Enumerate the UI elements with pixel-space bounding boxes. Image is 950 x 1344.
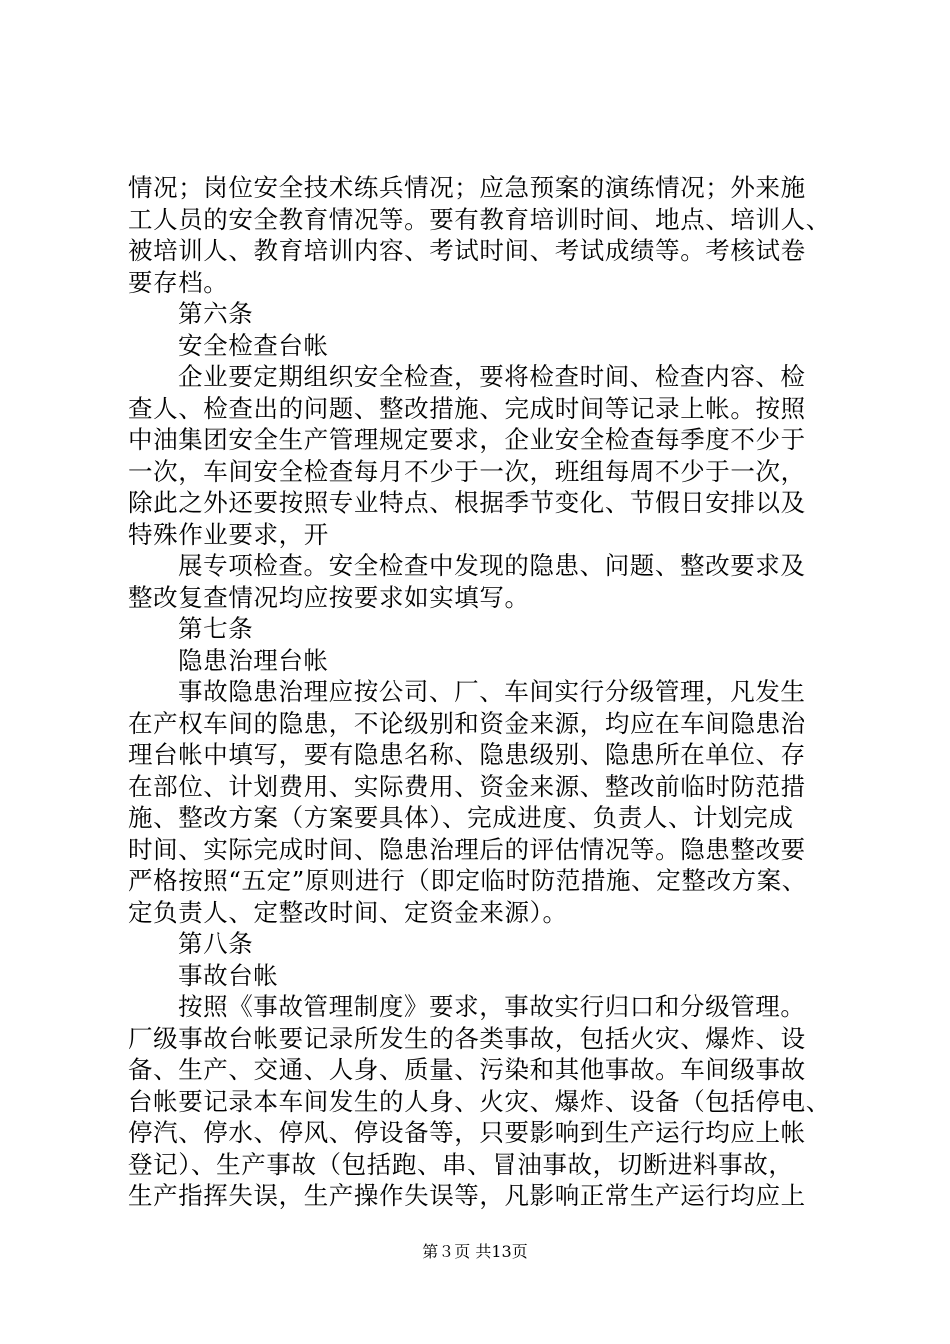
text-line: 定负责人、定整改时间、定资金来源）。 [128,897,568,927]
text-line: 在产权车间的隐患，不论级别和资金来源，均应在车间隐患治 [128,708,806,738]
text-line: 一次，车间安全检查每月不少于一次，班组每周不少于一次， [128,456,806,486]
text-line: 按照《事故管理制度》要求，事故实行归口和分级管理。 [178,992,806,1021]
text-line: 理台帐中填写，要有隐患名称、隐患级别、隐患所在单位、存 [128,740,806,769]
text-line: 查人、检查出的问题、整改措施、完成时间等记录上帐。按照 [128,393,806,423]
text-line: 厂级事故台帐要记录所发生的各类事故，包括火灾、爆炸、设 [128,1023,806,1053]
text-line: 备、生产、交通、人身、质量、污染和其他事故。车间级事故 [128,1055,806,1084]
text-line: 特殊作业要求，开 [128,519,329,549]
text-line: 安全检查台帐 [178,330,329,360]
text-line: 施、整改方案（方案要具体）、完成进度、负责人、计划完成 [128,803,794,832]
text-line: 第六条 [178,299,254,328]
text-line: 情况；岗位安全技术练兵情况；应急预案的演练情况；外来施 [128,173,806,202]
page-number: 第３页 共13页 [422,1242,528,1261]
text-line: 第八条 [178,929,254,958]
document-body [128,172,833,1212]
text-line: 时间、实际完成时间、隐患治理后的评估情况等。隐患整改要 [128,834,806,864]
text-line: 展专项检查。安全检查中发现的隐患、问题、整改要求及 [178,551,806,580]
text-line: 要存档。 [128,267,229,297]
text-line: 在部位、计划费用、实际费用、资金来源、整改前临时防范措 [128,771,806,801]
text-line: 事故台帐 [178,960,279,990]
text-line: 第七条 [178,614,254,643]
text-line: 被培训人、教育培训内容、考试时间、考试成绩等。考核试卷 [128,236,806,265]
text-line: 台帐要记录本车间发生的人身、火灾、爆炸、设备（包括停电、 [128,1086,831,1116]
text-line: 隐患治理台帐 [178,645,329,675]
text-line: 登记）、生产事故（包括跑、串、冒油事故，切断进料事故， [128,1149,794,1179]
text-line: 工人员的安全教育情况等。要有教育培训时间、地点、培训人、 [128,204,831,234]
text-line: 除此之外还要按照专业特点、根据季节变化、节假日安排以及 [128,488,806,517]
text-line: 企业要定期组织安全检查，要将检查时间、检查内容、检 [178,362,806,391]
text-line: 生产指挥失误，生产操作失误等，凡影响正常生产运行均应上 [128,1181,806,1210]
text-line: 停汽、停水、停风、停设备等，只要影响到生产运行均应上帐 [128,1118,806,1147]
text-line: 中油集团安全生产管理规定要求，企业安全检查每季度不少于 [128,425,806,454]
text-line: 严格按照“五定”原则进行（即定临时防范措施、定整改方案、 [128,866,807,895]
text-line: 事故隐患治理应按公司、厂、车间实行分级管理，凡发生 [178,677,806,706]
text-line: 整改复查情况均应按要求如实填写。 [128,582,530,612]
